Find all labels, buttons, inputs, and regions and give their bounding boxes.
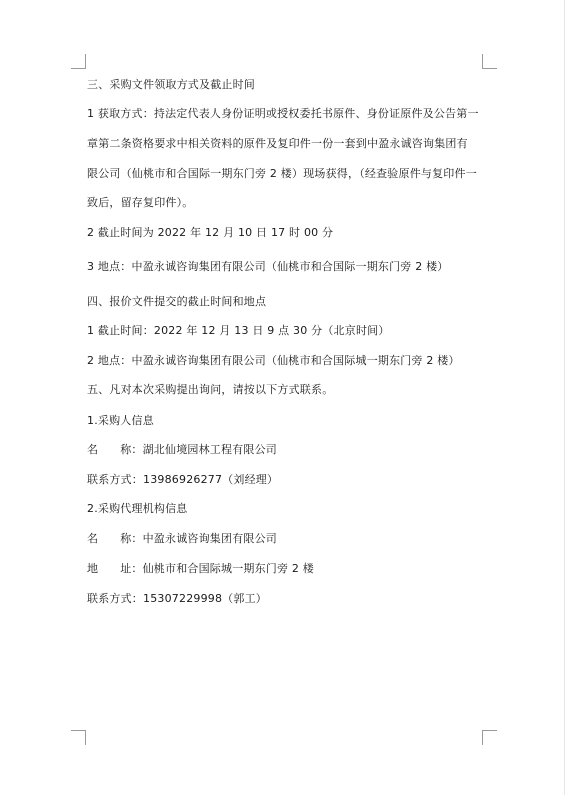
submission-location-line: 2 地点：中盈永诚咨询集团有限公司（仙桃市和合国际城一期东门旁 2 楼） [87,354,460,367]
name-label: 名 [87,532,99,545]
top-left-margin-mark [71,54,86,69]
paragraph-line: 限公司（仙桃市和合国际一期东门旁 2 楼）现场获得，（经查验原件与复印件一 [87,167,477,180]
purchaser-contact-line: 联系方式：13986926277（刘经理） [87,473,279,486]
agency-name-line [87,532,277,546]
top-right-margin-mark [482,54,497,69]
submission-deadline-line: 1 截止时间：2022 年 12 月 13 日 9 点 30 分（北京时间） [87,324,390,337]
name-label: 名 [87,443,99,456]
agency-address: 仙桃市和合国际城一期东门旁 2 楼 [142,562,314,575]
deadline-line: 2 截止时间为 2022 年 12 月 10 日 17 时 00 分 [87,226,334,239]
agency-address-line [87,562,314,576]
purchaser-name: 湖北仙境园林工程有限公司 [142,443,278,456]
agency-heading: 2.采购代理机构信息 [87,502,188,515]
name-label: 称： [120,443,143,456]
bottom-left-margin-mark [71,730,86,745]
paragraph-line: 章第二条资格要求中相关资料的原件及复印件一份一套到中盈永诚咨询集团有 [87,137,468,150]
address-label: 址： [120,562,143,575]
agency-contact-line: 联系方式：15307229998（郭工） [87,592,267,605]
location-line: 3 地点：中盈永诚咨询集团有限公司（仙桃市和合国际一期东门旁 2 楼） [87,260,449,273]
section-5-heading: 五、凡对本次采购提出询问，请按以下方式联系。 [87,383,334,396]
name-label: 称： [120,532,143,545]
purchaser-name-line [87,443,277,457]
address-label: 地 [87,562,99,575]
section-3-heading: 三、采购文件领取方式及截止时间 [87,78,255,91]
purchaser-heading: 1.采购人信息 [87,414,154,427]
bottom-right-margin-mark [482,730,497,745]
paragraph-line: 1 获取方式：持法定代表人身份证明或授权委托书原件、身份证原件及公告第一 [87,107,479,120]
agency-name: 中盈永诚咨询集团有限公司 [142,532,278,545]
paragraph-line: 致后，留存复印件）。 [87,196,194,209]
section-4-heading: 四、报价文件提交的截止时间和地点 [87,295,267,308]
